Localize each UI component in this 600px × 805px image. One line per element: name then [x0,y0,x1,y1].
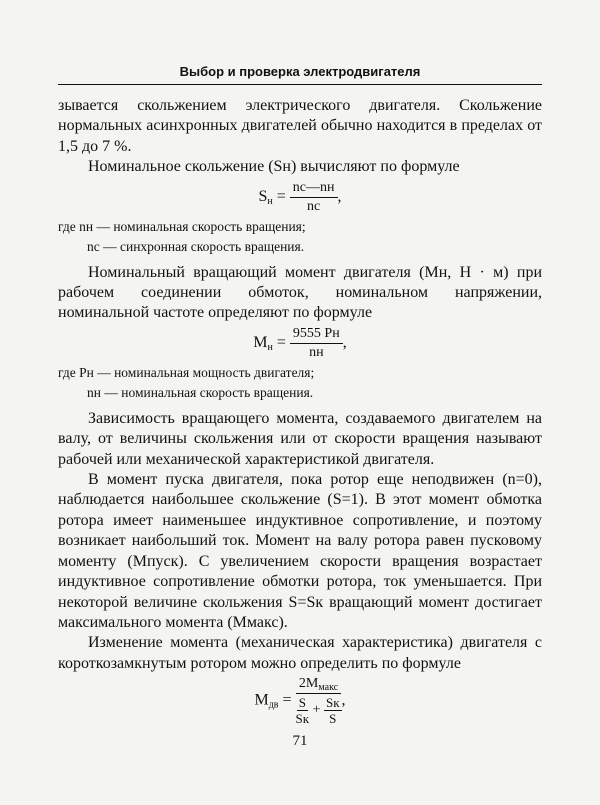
definition-line: где nн — номинальная скорость вращения; [58,218,306,234]
formula-slip: $S_н$ = $\frac{nс—nн}{nс}$ , [258,179,342,214]
page-body [58,96,542,728]
fraction: $\frac{9555 Pн}{nн}$ [290,327,343,360]
definitions [58,363,542,403]
formula-torque: $M_н$ = $\frac{9555 Pн}{nн}$ , [253,325,347,360]
fraction: $\frac{nс—nн}{nс}$ [290,181,338,214]
running-header: Выбор и проверка электродвигателя [179,64,421,79]
paragraph: зывается скольжением электрического двигателя. Скольжение нормальных асинхронных двигателей обычно находится в пределах от 1,5 до 7 %. [58,97,542,155]
fraction: S Sк [295,695,310,727]
paragraph: Изменение момента (механическая характеристика) двигателя с короткозамкнутым ротором можно определить по формуле [58,634,542,672]
paragraph: Зависимость вращающего момента, создаваемого двигателем на валу, от величины скольжения или от скорости вращения называют рабочей или механической характеристикой двигателя. [58,409,542,468]
fraction: $2M_{макс}$ S Sк + Sк S [295,676,340,727]
definition-line: nн — номинальная скорость вращения. [87,384,314,400]
fraction: Sк S [325,695,340,727]
definition-line: где Pн — номинальная мощность двигателя; [58,364,315,380]
definition-line: nс — синхронная скорость вращения. [87,238,305,254]
paragraph: В момент пуска двигателя, пока ротор еще неподвижен (n=0), наблюдается наибольшее скольжение (S=1). В этот момент обмотка ротора имеет наименьшее индуктивное сопротивление, и поэтому возникает наибольший ток. Момент на валу ротора равен пусковому моменту (Mпуск). С увеличением скорости вращения возрастает индуктивное сопротивление обмотки ротора, ток уменьшается. При некоторой величине скольжения S=Sк вращающий момент достигает максимального момента (Mмакс). [58,471,542,631]
header-rule [58,84,542,85]
page-number: 71 [292,733,308,749]
paragraph: Номинальное скольжение (Sн) вычисляют по формуле [88,158,460,176]
formula-mechanical-characteristic: $M_{дв}$ = $2M_{макс}$ S Sк + Sк S , [254,676,346,727]
definitions [58,217,542,257]
paragraph: Номинальный вращающий момент двигателя (Mн, Н · м) при рабочем соединении обмоток, номинальном напряжении, номинальной частоте определяют по формуле [58,263,542,322]
